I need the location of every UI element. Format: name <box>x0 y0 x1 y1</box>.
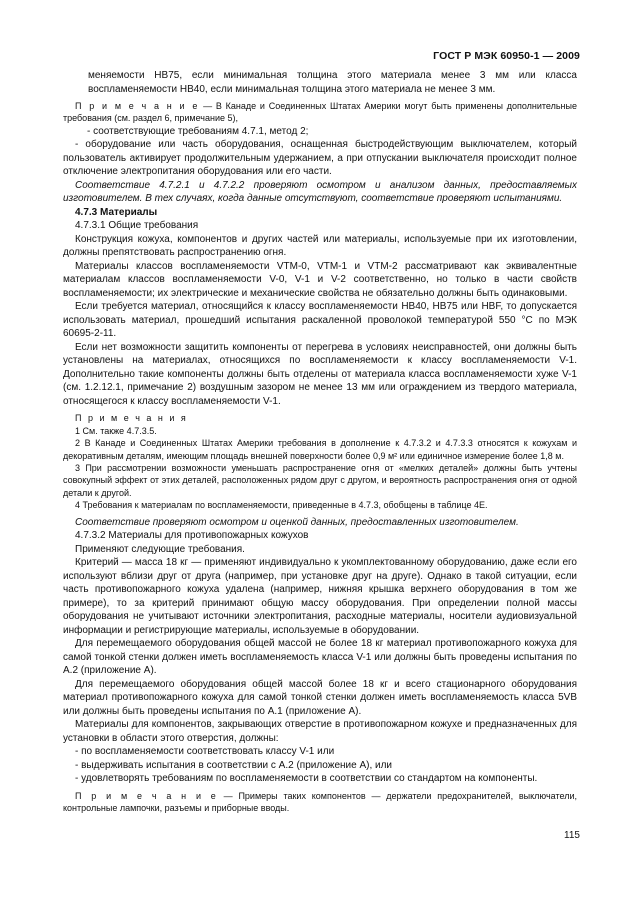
list-item: - выдерживать испытания в соответствии с А.2 (приложение А), или <box>75 759 393 771</box>
paragraph: Критерий — масса 18 кг — применяют индивидуально к укомплектованному оборудованию, даже если его используют вблизи друг от друга (например, при установке друг на друге). Однако в такой ситуации, если часть противопожарного кожуха удалена (например, нижняя крышка верхнего оборудования в том же примере), то за критерий принимают общую массу оборудования. При определении полной массы оборудования не учитывают источники электропитания, расходные материалы, носители аудиовизуальной информации и регистрирующие материалы, используемые в оборудовании. <box>63 557 577 636</box>
paragraph: Для перемещаемого оборудования общей массой не более 18 кг материал противопожарного кожуха для самой тонкой стенки должен иметь воспламеняемость класса V-1 или должны быть проведены испытания по А.2 (приложение А). <box>63 638 577 677</box>
list-item: - оборудование или часть оборудования, оснащенная быстродействующим выключателем, который пользователь активирует продолжительным удержанием, а при отпускании выключателя происходит полное отключение электропитания оборудования или его части. <box>63 139 577 178</box>
note <box>63 100 577 125</box>
standard-header: ГОСТ Р МЭК 60950-1 — 2009 <box>433 50 580 62</box>
page-body <box>63 69 577 814</box>
note-text: — В Канаде и Соединенных Штатах Америки могут быть применены дополнительные требования (см. раздел 6, примечание 5), <box>63 101 577 124</box>
section-heading: 4.7.3 Материалы <box>75 206 158 218</box>
paragraph: Применяют следующие требования. <box>75 543 245 555</box>
note <box>63 790 577 815</box>
note-item: 4 Требования к материалам по воспламеняемости, приведенные в 4.7.3, обобщены в таблице 4Е. <box>75 500 488 511</box>
note-label: П р и м е ч а н и е <box>75 790 218 801</box>
compliance-paragraph: Соответствие 4.7.2.1 и 4.7.2.2 проверяют осмотром и анализом данных, предоставляемых изготовителем. В тех случаях, когда данные отсутствуют, соответствие проверяют испытаниями. <box>63 179 577 205</box>
note-text: — Примеры таких компонентов — держатели предохранителей, выключатели, контрольные лампочки, разъемы и приборные вводы. <box>63 790 577 813</box>
note-item: 1 См. также 4.7.3.5. <box>75 425 157 436</box>
list-item: - удовлетворять требованиям по воспламеняемости в соответствии со стандартом на компоненты. <box>75 773 538 785</box>
paragraph: Материалы для компонентов, закрывающих отверстие в противопожарном кожухе и предназначенных для установки в области этого отверстия, должны: <box>63 719 577 744</box>
notes-label: П р и м е ч а н и я <box>75 413 188 424</box>
note-label: П р и м е ч а н и е <box>75 101 200 111</box>
list-item: - соответствующие требованиям 4.7.1, метод 2; <box>87 125 309 137</box>
list-item: - по воспламеняемости соответствовать классу V-1 или <box>75 746 335 758</box>
paragraph: Материалы классов воспламеняемости VTM-0, VTM-1 и VTM-2 рассматривают как эквивалентные материалам классов воспламеняемости V-0, V-1 и V-2 соответственно, но только в части свойств воспламеняемости; их электрические и механические свойства не обязательно должны быть одинаковыми. <box>63 260 577 299</box>
subsection-heading: 4.7.3.2 Материалы для противопожарных кожухов <box>75 530 309 542</box>
compliance-paragraph: Соответствие проверяют осмотром и оценкой данных, предоставленных изготовителем. <box>75 516 519 528</box>
note-item: 3 При рассмотрении возможности уменьшать распространение огня от «мелких деталей» должны быть учтены совокупный эффект от этих деталей, расположенных рядом друг с другом, и вероятность распространения огня от одной детали к другой. <box>63 462 577 498</box>
paragraph: Если нет возможности защитить компоненты от перегрева в условиях неисправностей, они должны быть установлены на материалах, относящихся по воспламеняемости к классу воспламеняемости V-1. Дополнительно такие компоненты должны быть отделены от материала класса воспламеняемости хуже V-1 (см. 1.2.12.1, примечание 2) воздушным зазором не менее 13 мм или ограждением из твердого материала, относящегося к классу воспламеняемости V-1. <box>63 341 577 407</box>
paragraph: Конструкция кожуха, компонентов и других частей или материалы, используемые при их изготовлении, должны препятствовать распространению огня. <box>63 233 577 259</box>
paragraph: Если требуется материал, относящийся к классу воспламеняемости HB40, HB75 или HBF, то допускается использовать материал, прошедший испытания раскаленной проволокой температурой 550 °С по МЭК 60695-2-11. <box>63 301 577 340</box>
paragraph: меняемости HB75, если минимальная толщина этого материала менее 3 мм или класса воспламеняемости HB40, если минимальная толщина этого материала не менее 3 мм. <box>88 70 577 95</box>
notes-heading <box>63 412 577 424</box>
note-item: 2 В Канаде и Соединенных Штатах Америки требования в дополнение к 4.7.3.2 и 4.7.3.3 относятся к кожухам и декоративным деталям, имеющим площадь внешней поверхности более 0,9 м² или единичное измерение более 1,8 м. <box>63 438 577 461</box>
subsection-heading: 4.7.3.1 Общие требования <box>75 220 199 232</box>
page-number: 115 <box>564 830 580 841</box>
paragraph: Для перемещаемого оборудования общей массой более 18 кг и всего стационарного оборудования материал противопожарного кожуха для самой тонкой стенки должен иметь воспламеняемость класса 5VB или должны быть проведены испытания по А.1 (приложение А). <box>63 678 577 717</box>
